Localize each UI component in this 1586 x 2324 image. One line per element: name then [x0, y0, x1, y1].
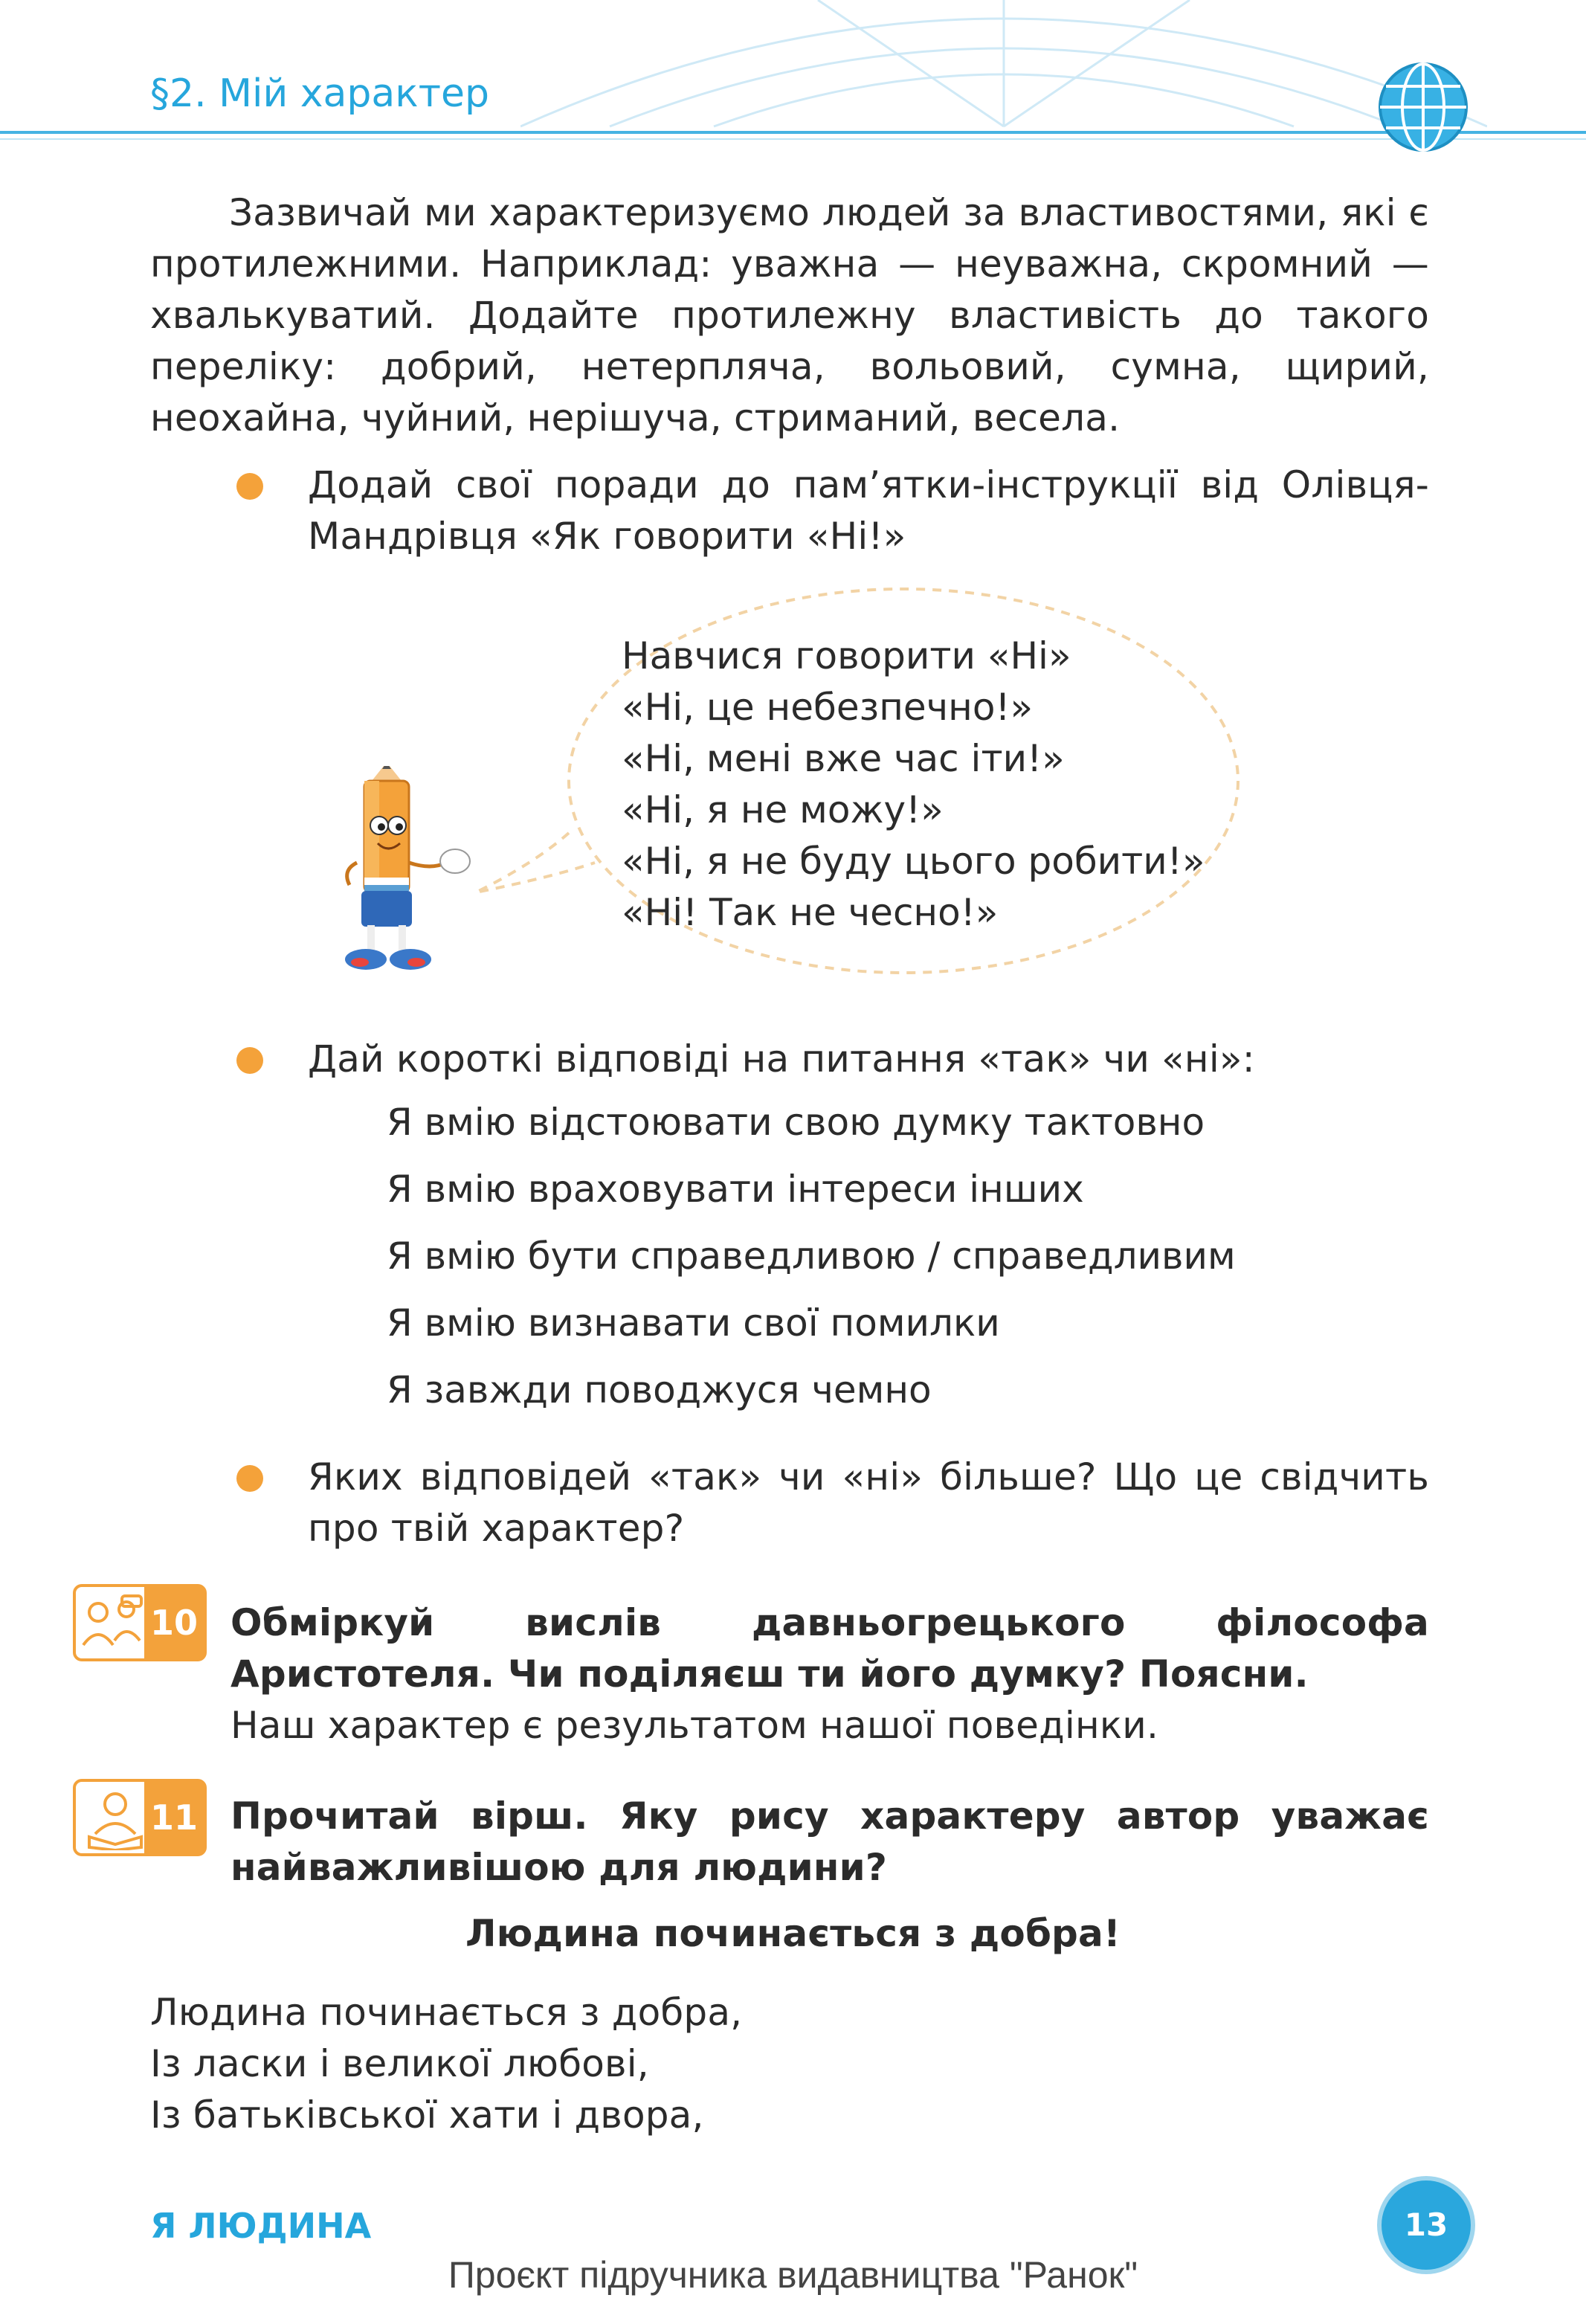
bubble-line: «Ні, це небезпечно!» — [622, 686, 1034, 729]
question-item: Я вмію визнавати свої помилки — [387, 1301, 1000, 1345]
bullet-dot — [236, 1047, 263, 1074]
poem-line: Із ласки і великої любові, — [150, 2042, 649, 2085]
question-item: Я вмію враховувати інтереси інших — [387, 1168, 1084, 1211]
bubble-line: Навчися говорити «Ні» — [622, 634, 1071, 677]
bullet-dot — [236, 1465, 263, 1492]
speech-bubble-text — [622, 631, 1205, 939]
page-number: 13 — [1404, 2206, 1448, 2243]
task-number: 11 — [144, 1779, 204, 1856]
pencil-mascot-icon — [327, 766, 491, 982]
bubble-line: «Ні, мені вже час іти!» — [622, 737, 1065, 780]
question-item: Я вмію відстоювати свою думку тактовно — [387, 1101, 1205, 1144]
group-discussion-icon — [80, 1593, 147, 1655]
task-badge-10 — [73, 1584, 207, 1661]
task-badge-11 — [73, 1779, 207, 1856]
question-item: Я завжди поводжуся чемно — [387, 1368, 932, 1412]
poem-line: Із батьківської хати і двора, — [150, 2093, 704, 2137]
poem-line: Людина починається з добра, — [150, 1991, 743, 2034]
header-rule — [0, 131, 1586, 134]
bubble-line: «Ні! Так не чесно!» — [622, 891, 999, 934]
task-number: 10 — [144, 1584, 204, 1661]
poem-title: Людина починається з добра! — [465, 1912, 1121, 1955]
header-decoration — [520, 0, 1487, 134]
reading-person-icon — [82, 1788, 149, 1850]
bullet-short-answers: Дай короткі відповіді на питання «так» чи «ні»: — [308, 1037, 1255, 1081]
footer-section-title: Я ЛЮДИНА — [150, 2206, 372, 2246]
page-title: §2. Мій характер — [150, 71, 489, 116]
task11-title: Прочитай вірш. Яку рису характеру автор уважає найважливішою для людини? — [231, 1794, 1429, 1889]
bullet-advice: Додай свої поради до пам’ятки-інструкції від Олівця-Мандрівця «Як говорити «Ні!» — [308, 463, 1429, 558]
task10-title: Обміркуй вислів давньогрецького філософа Аристотеля. Чи поділяєш ти його думку? Поясни. — [231, 1601, 1429, 1696]
bubble-line: «Ні, я не буду цього робити!» — [622, 840, 1205, 883]
question-item: Я вмію бути справедливою / справедливим — [387, 1235, 1236, 1278]
header-rule-thin — [0, 138, 1586, 140]
task10-quote: Наш характер є результатом нашої поведінки. — [231, 1704, 1159, 1747]
intro-paragraph: Зазвичай ми характеризуємо людей за властивостями, які є протилежними. Наприклад: уважна — неуважна, скромний — хвалькуватий. Додайте протилежну властивість до такого переліку: добрий, нетерпляча, вольовий, сумна, щирий, неохайна, чуйний, нерішуча, стриманий, весела. — [150, 191, 1429, 440]
globe-icon — [1377, 61, 1469, 153]
publisher-note: Проєкт підручника видавництва "Ранок" — [448, 2254, 1138, 2296]
bullet-dot — [236, 473, 263, 500]
bubble-line: «Ні, я не можу!» — [622, 788, 944, 831]
bullet-more-answers: Яких відповідей «так» чи «ні» більше? Що це свідчить про твій характер? — [308, 1455, 1429, 1550]
